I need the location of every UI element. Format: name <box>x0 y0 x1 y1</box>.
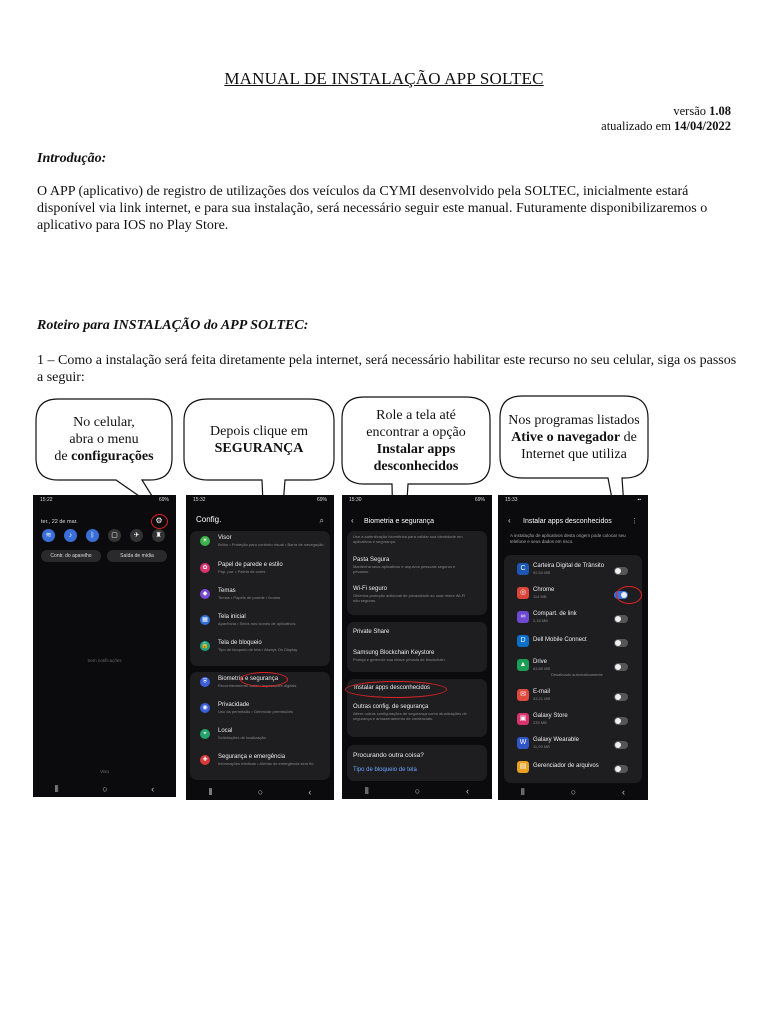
install-unknown-apps-item[interactable]: Instalar apps desconhecidos <box>354 685 431 691</box>
settings-item-location[interactable]: Local Solicitações de localização <box>218 728 266 740</box>
bubble-3 <box>344 399 488 482</box>
bubble-1-line-2: abra o menu <box>69 432 139 447</box>
highlight-circle <box>151 514 168 529</box>
intro-heading: Introdução: <box>37 151 107 166</box>
media-output-button[interactable]: Saída de mídia <box>107 550 167 562</box>
biometrics-header: Biometria e segurança <box>364 518 435 525</box>
status-battery: 69% <box>158 497 169 503</box>
back-icon[interactable]: ‹ <box>151 784 155 794</box>
highlight-circle <box>345 681 447 698</box>
dell-connect-app-icon: D <box>517 635 529 647</box>
app-item-transit-wallet[interactable]: Carteira Digital de Trânsito 92,54 MB <box>533 563 605 575</box>
home-screen-icon: ▦ <box>200 615 210 625</box>
file-manager-app-icon: ▤ <box>517 761 529 773</box>
nav-bar <box>33 781 176 797</box>
status-time: 15:22 <box>40 497 53 503</box>
app-toggle-dell-connect[interactable] <box>614 639 628 647</box>
phone-screenshot-install-unknown-apps <box>498 495 648 800</box>
updated-label: atualizado em <box>601 119 671 133</box>
status-battery: 69% <box>474 497 485 503</box>
apps-list-card <box>504 555 642 783</box>
lock-type-link[interactable]: Tipo de bloqueio de tela <box>353 767 417 773</box>
settings-item-wallpaper[interactable]: Papel de parede e estilo Pap. par. • Paleta de cores <box>218 562 283 574</box>
themes-icon: ◆ <box>200 589 210 599</box>
app-item-chrome[interactable]: Chrome 114 MB <box>533 587 555 599</box>
carrier-label: Vivo <box>100 769 109 774</box>
status-battery: 69% <box>316 497 327 503</box>
location-icon: ⌖ <box>200 729 210 739</box>
secure-wifi-item[interactable]: Wi-Fi seguro Obtenha proteção adicional de privacidade ao usar redes Wi-Fi não seguras. <box>353 586 466 603</box>
bubble-4-line-1: Nos programas listados <box>508 412 640 428</box>
bluetooth-toggle-icon[interactable]: ᛒ <box>86 529 99 542</box>
status-time: 15:33 <box>505 497 518 503</box>
settings-header: Config. <box>196 515 222 524</box>
bubble-4-line-2b: de <box>620 429 637 445</box>
highlight-circle <box>240 672 288 687</box>
bubble-2-line-1: Depois clique em <box>210 423 308 439</box>
recents-icon[interactable]: ⦀ <box>54 783 59 794</box>
galaxy-store-app-icon: ▣ <box>517 713 529 725</box>
settings-item-home-screen[interactable]: Tela inicial Aparência • Selos nos ícones de aplicativos <box>218 614 296 626</box>
intro-text: O APP (aplicativo) de registro de utilizações dos veículos da CYMI desenvolvido pela SOLTEC, inicialmente estará disponível via link internet, e para sua instalação, será necessário seguir este manual. Futuramente disponibilizaremos o aplicativo para IOS no Play Store. <box>37 184 708 233</box>
recents-icon[interactable]: ⦀ <box>208 786 213 797</box>
back-icon[interactable]: ‹ <box>622 787 626 797</box>
home-icon[interactable]: ○ <box>414 786 421 796</box>
version-label: versão <box>673 104 706 118</box>
settings-card-1 <box>190 531 330 666</box>
phone-screenshot-settings <box>186 495 334 800</box>
link-share-app-icon: ∞ <box>517 611 529 623</box>
nav-bar <box>498 784 648 800</box>
bubble-1-line-1: No celular, <box>73 415 135 430</box>
flashlight-toggle-icon[interactable]: ♜ <box>152 529 165 542</box>
back-arrow-icon[interactable]: ‹ <box>351 516 354 525</box>
security-card-2 <box>347 622 487 672</box>
rotation-toggle-icon[interactable]: ▢ <box>108 529 121 542</box>
app-item-galaxy-wearable[interactable]: Galaxy Wearable 11,09 MB <box>533 737 579 749</box>
lock-screen-icon: 🔒 <box>201 643 209 649</box>
app-toggle-link-share[interactable] <box>614 615 628 623</box>
document-title: MANUAL DE INSTALAÇÃO APP SOLTEC <box>224 69 544 88</box>
home-icon[interactable]: ○ <box>102 784 108 794</box>
sound-toggle-icon[interactable]: ♪ <box>64 529 77 542</box>
privacy-icon: ◉ <box>200 703 210 713</box>
galaxy-wearable-app-icon: W <box>517 737 529 749</box>
airplane-toggle-icon[interactable]: ✈ <box>130 529 143 542</box>
back-arrow-icon[interactable]: ‹ <box>508 516 511 525</box>
step1-text: 1 – Como a instalação será feita diretamente pela internet, será necessário habilitar este recurso no seu celular, siga os passos a seguir: <box>37 353 737 385</box>
app-toggle-file-manager[interactable] <box>614 765 628 773</box>
drive-app-icon: ▲ <box>517 659 529 671</box>
status-icons: ▪▪ <box>637 497 641 503</box>
quick-panel-date: ter., 22 de mar. <box>41 519 78 525</box>
settings-item-lock-screen[interactable]: Tela de bloqueio Tipo de bloqueio de tela • Always On Display <box>218 640 298 652</box>
app-item-drive[interactable]: Drive 63,89 MB Desativado automaticamente <box>533 659 603 677</box>
bubble-3-line-1: Role a tela até <box>376 407 456 423</box>
wifi-toggle-icon[interactable]: ≋ <box>42 529 55 542</box>
shield-icon: ⛨ <box>200 677 210 687</box>
settings-item-display[interactable]: Visor Brilho • Proteção para conforto visual • Barra de navegação <box>218 535 324 547</box>
settings-gear-icon[interactable]: ⚙ <box>155 516 163 525</box>
app-toggle-transit-wallet[interactable] <box>614 567 628 575</box>
status-time: 15:30 <box>349 497 362 503</box>
bubble-2 <box>186 401 332 478</box>
updated-value: 14/04/2022 <box>674 119 731 133</box>
install-warning-text: A instalação de aplicativos desta origem pode colocar seu telefone e seus dados em risco. <box>510 533 626 544</box>
no-notifications-text: Sem notificações <box>87 658 122 663</box>
looking-for-card <box>347 745 487 781</box>
looking-for-text: Procurando outra coisa? <box>353 752 424 759</box>
app-item-galaxy-store[interactable]: Galaxy Store 239 MB <box>533 713 568 725</box>
app-item-link-share[interactable]: Compart. de link 2,16 MB <box>533 611 577 623</box>
biometric-description: Use a autenticação biométrica para validar sua identidade em aplicativos e segurança. <box>353 534 463 544</box>
phone-screenshot-quick-panel <box>33 495 176 797</box>
bubble-2-line-2: SEGURANÇA <box>214 440 304 456</box>
recents-icon[interactable]: ⦀ <box>364 785 369 796</box>
home-icon[interactable]: ○ <box>257 787 264 797</box>
security-card-1 <box>347 531 487 615</box>
app-toggle-drive[interactable] <box>614 663 628 671</box>
back-icon[interactable]: ‹ <box>466 786 470 796</box>
bubble-1 <box>38 401 170 478</box>
app-item-email[interactable]: E-mail 33,21 MB <box>533 689 551 701</box>
search-icon[interactable]: ⌕ <box>319 516 324 525</box>
wallpaper-icon: ✿ <box>200 563 210 573</box>
app-item-dell-connect[interactable]: Dell Mobile Connect <box>533 637 587 643</box>
bubble-4 <box>500 398 648 476</box>
app-item-file-manager[interactable]: Gerenciador de arquivos <box>533 763 599 769</box>
device-control-button[interactable]: Contr. do aparelho <box>41 550 101 562</box>
settings-item-privacy[interactable]: Privacidade Uso da permissão • Gerenciar permissões <box>218 702 293 714</box>
install-unknown-header: Instalar apps desconhecidos <box>523 518 612 525</box>
app-toggle-galaxy-store[interactable] <box>614 717 628 725</box>
transit-wallet-app-icon: C <box>517 563 529 575</box>
private-share-item[interactable]: Private Share <box>353 629 390 635</box>
recents-icon[interactable]: ⦀ <box>520 786 525 797</box>
app-toggle-galaxy-wearable[interactable] <box>614 741 628 749</box>
roteiro-heading: Roteiro para INSTALAÇÃO do APP SOLTEC: <box>37 318 309 333</box>
highlight-circle <box>616 586 642 604</box>
display-icon: ☀ <box>200 536 210 546</box>
phone-screenshot-biometrics-security <box>342 495 492 799</box>
version-value: 1.08 <box>709 104 731 118</box>
bubble-4-line-3: Internet que utiliza <box>521 446 627 462</box>
bubble-3-line-2: encontrar a opção <box>366 424 466 440</box>
chrome-app-icon: ◎ <box>517 587 529 599</box>
blockchain-keystore-item[interactable]: Samsung Blockchain Keystore Proteja e gerencie sua chave privada de blockchain. <box>353 650 446 662</box>
nav-bar <box>186 784 334 800</box>
other-security-settings-item[interactable]: Outras config. de segurança Altere outras configurações de segurança como atualizações de segurança e armazenamento de credenciais. <box>353 704 467 721</box>
bubble-1-line-3a: de <box>54 449 72 464</box>
bubble-1-line-3b: configurações <box>71 449 154 464</box>
bubble-4-line-2a: Ative o navegador <box>511 429 621 445</box>
email-app-icon: ✉ <box>517 689 529 701</box>
emergency-icon: ✚ <box>200 755 210 765</box>
settings-item-emergency[interactable]: Segurança e emergência Informações médicas • Alertas de emergência sem fio <box>218 754 314 766</box>
settings-item-themes[interactable]: Temas Temas • Papéis de parede • Ícones <box>218 588 281 600</box>
secure-folder-item[interactable]: Pasta Segura Mantenha seus aplicativos e arquivos pessoais seguros e privados. <box>353 557 456 574</box>
back-icon[interactable]: ‹ <box>308 787 312 797</box>
settings-item-biometrics-security[interactable]: Biometria e segurança Reconhecimento facial • Impressões digitais <box>218 676 297 688</box>
home-icon[interactable]: ○ <box>570 787 577 797</box>
bubble-3-line-4: desconhecidos <box>373 458 459 474</box>
more-options-icon[interactable]: ⋮ <box>631 518 638 525</box>
nav-bar <box>342 783 492 799</box>
app-toggle-email[interactable] <box>614 693 628 701</box>
settings-card-2 <box>190 672 330 780</box>
bubble-3-line-3: Instalar apps <box>376 441 456 457</box>
status-time: 15:32 <box>193 497 206 503</box>
